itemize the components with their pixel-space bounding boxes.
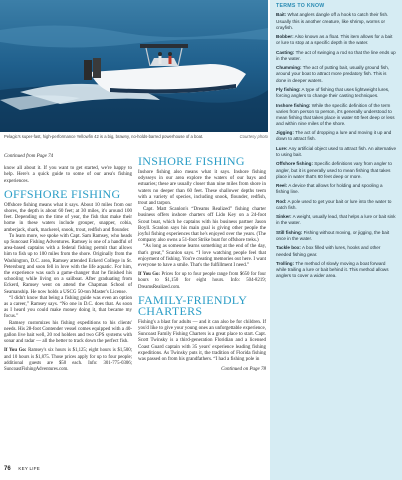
term-definition: A device that allows for holding and spooling a fishing line. (276, 183, 383, 195)
term-label: Fly fishing: (276, 86, 301, 92)
term-label: Casting: (276, 49, 295, 55)
term-definition: A type of fishing that uses lightweight lures, forcing anglers to change their casting techniques. (276, 86, 390, 99)
magazine-name: KEY LIFE (18, 466, 40, 471)
term-definition: Specific definitions vary from angler to angler, but it is generally used to mean fishing that takes place in water that's 60 feet deep or more. (276, 161, 392, 179)
right-column (138, 148, 266, 373)
term-item (276, 130, 396, 142)
term-item (276, 245, 396, 257)
term-definition: What anglers dangle off a hook to catch their fish. Usually this is another creature, like shrimp, worms or crayfish. (276, 12, 389, 30)
offshore-if-you-go-text: Ramsey's six hours is $1,125; eight hours is $1,500; and 10 hours is $1,875. Those prices apply for up to four people; additional guests are $50 each. Info: 301-775-0306; SuncoastFishingAdventures.com. (4, 348, 132, 373)
term-definition: The act of dropping a lure and moving it up and down to attract fish. (276, 130, 392, 142)
term-item (276, 199, 396, 211)
fishing-boat-photo (0, 0, 268, 132)
terms-sidebar (270, 0, 402, 480)
offshore-if-you-go (4, 348, 132, 373)
term-label: Reel: (276, 183, 288, 189)
term-item (276, 161, 396, 179)
term-item (276, 214, 396, 226)
term-definition: A box filled with lures, hooks and other needed fishing gear. (276, 245, 381, 257)
offshore-paragraph-2: To learn more, we spoke with Capt. Sam Ramsey, who heads up Suncoast Fishing Adventures. Ramsey is one of a handful of area-based captains with a federal fishing permit that allows him to fish up to 100 miles from the shore. Originally from the Washington, D.C. area, Ramsey attended Eckerd College in St. Petersburg and soon fell in love with the life aquatic. For him, the experience was such a game-changer that he finished his schooling while living on a sailboat. After graduating from Eckerd, Ramsey went on attend the Chapman School of Seamanship. He now holds a USCG 50-ton Master's License. (4, 233, 132, 295)
term-label: Chumming: (276, 65, 302, 71)
inshore-if-you-go (138, 272, 266, 291)
inshore-paragraph-1: Inshore fishing also means what it says. Inshore fishing odysseys in our area explore the waters of our bays and estuaries; these are usually closer than nine miles from shore in waters no deeper than 60 feet. These shallower depths teem with a variety of species, including snook, flounder, redfish, trout and tarpon. (138, 170, 266, 207)
inshore-if-you-go-text: Prices for up to four people range from $650 for four hours to $1,150 for eight hours. Info: 504-8219; DreamsRealized.com. (138, 272, 266, 290)
term-item (276, 12, 396, 30)
left-column (4, 148, 132, 373)
article-body (4, 148, 268, 458)
term-label: Trolling: (276, 261, 295, 267)
term-definition: The act of putting bait, usually ground fish, around your boat to attract more predatory fish. This is done in deeper waters. (276, 65, 390, 83)
inshore-paragraph-2: Capt. Matt Scanlon's “Dreams Realized” fishing charter business offers inshore charters off Lido Key on a 24-foot Scout boat, which he captains with his business partner Jason Boyll. Scanlon says his main goal is giving other people the joyful fishing experiences that he's enjoyed over the years. (The company also owns a 51-foot Strike boat for offshore treks.) (138, 207, 266, 244)
term-definition: While the specific definition of the term varies from person to person, it's generally understood to mean fishing that takes place in water 60 feet deep or less and within nine miles of the shore. (276, 102, 395, 126)
page-footer (4, 466, 40, 472)
photo-credit: Courtesy photo (239, 134, 268, 139)
inshore-heading: INSHORE FISHING (138, 154, 245, 168)
sidebar-title: TERMS TO KNOW (276, 3, 325, 9)
term-item (276, 34, 396, 46)
continued-on: Continued on Page 78 (221, 367, 266, 373)
if-you-go-label: If You Go: (4, 348, 27, 354)
term-definition: Any artificial object used to attract fish. An alternative to using bait. (276, 145, 397, 157)
caption-text: Pelagic's super-fast, high-performance Yellowfin 42 is a big, brawny, no-holds-barred powerhouse of a boat. (4, 134, 204, 139)
term-label: Inshore fishing: (276, 102, 311, 108)
term-item (276, 65, 396, 83)
term-label: Offshore fishing: (276, 161, 314, 167)
term-definition: The act of swinging a rod so that the line ends up in the water. (276, 49, 396, 61)
term-label: Sinker: (276, 214, 292, 220)
term-label: Lure: (276, 145, 288, 151)
term-item (276, 146, 396, 158)
term-label: Rod: (276, 198, 287, 204)
term-item (276, 261, 396, 279)
continued-from: Continued from Page 74 (4, 154, 54, 159)
term-item (276, 183, 396, 195)
offshore-paragraph-3: “I didn't know that being a fishing guide was even an option as a career,” Ramsey says. “No one in D.C. does that. As soon as I heard you could make money doing it, that became my focus.” (4, 295, 132, 320)
term-definition: A pole used to get your bait or lure into the water to catch fish. (276, 198, 392, 210)
term-definition: Fishing without moving, or jigging, the bait once in the water. (276, 229, 390, 241)
term-definition: The method of slowly moving a boat forward while trailing a lure or bait behind it. This method allows anglers to cover a wider area. (276, 261, 389, 279)
term-label: Tackle box: (276, 245, 301, 251)
term-label: Jigging: (276, 130, 294, 136)
term-label: Bait: (276, 12, 287, 18)
intro-paragraph: know all about it. If you want to get started, we're happy to help. Here's a quick guide to some of our area's fishing experiences. (4, 166, 132, 184)
family-heading: FAMILY-FRIENDLY CHARTERS (138, 292, 248, 318)
term-item (276, 50, 396, 62)
offshore-heading: OFFSHORE FISHING (4, 186, 121, 201)
term-label: Still fishing: (276, 229, 303, 235)
term-definition: A weight, usually lead, that helps a lure or bait sink in the water. (276, 214, 396, 226)
offshore-paragraph-1: Offshore fishing means what it says. About 10 miles from our shores, the depth is about 60 feet; at 30 miles, it's around 100 feet. Depending on the time of year, the fish that make their home in these waters include grouper, snapper, cobia, amberjack, shark, mackerel, snook, trout, redfish and flounder. (4, 202, 132, 233)
photo-caption (4, 134, 268, 140)
term-definition: Also known as a float. This item allows for a bait or lure to stop at a specific depth in the water. (276, 34, 393, 46)
term-item (276, 87, 396, 99)
term-label: Bobber: (276, 34, 294, 40)
offshore-paragraph-4: Ramsey customizes his fishing expeditions to his clients' needs. His 28-foot Contender vessel comes equipped with a 40-gallon live bait well, 20 rod holders and two GPS systems with sonar and radar — all the better to track down the perfect fish. (4, 320, 132, 345)
family-paragraph-1: Fishing's a blast for adults — and it can also be for children. If you'd like to give your young ones an unforgettable experience, Suncoast Family Fishing Charters is a great place to start. Capt. Scott Twinsky is a third-generation Floridian and a licensed Coast Guard captain with 35 years' experience leading fishing expeditions. As Twinsky puts it, the tradition of Florida fishing was passed on from his grandfathers. “I had a fishing pole in (138, 319, 266, 363)
inshore-paragraph-3: “As long as someone learns something at the end of the day, that's great,” Scanlon says. “I love watching people feel that enjoyment of fishing. You're creating memories out here. I want everyone to have a smile. That's the fulfillment I need.” (138, 244, 266, 269)
if-you-go-label: If You Go: (138, 272, 160, 278)
page-number: 76 (4, 466, 11, 472)
boat-illustration (0, 0, 268, 132)
term-item (276, 230, 396, 242)
term-item (276, 103, 396, 127)
